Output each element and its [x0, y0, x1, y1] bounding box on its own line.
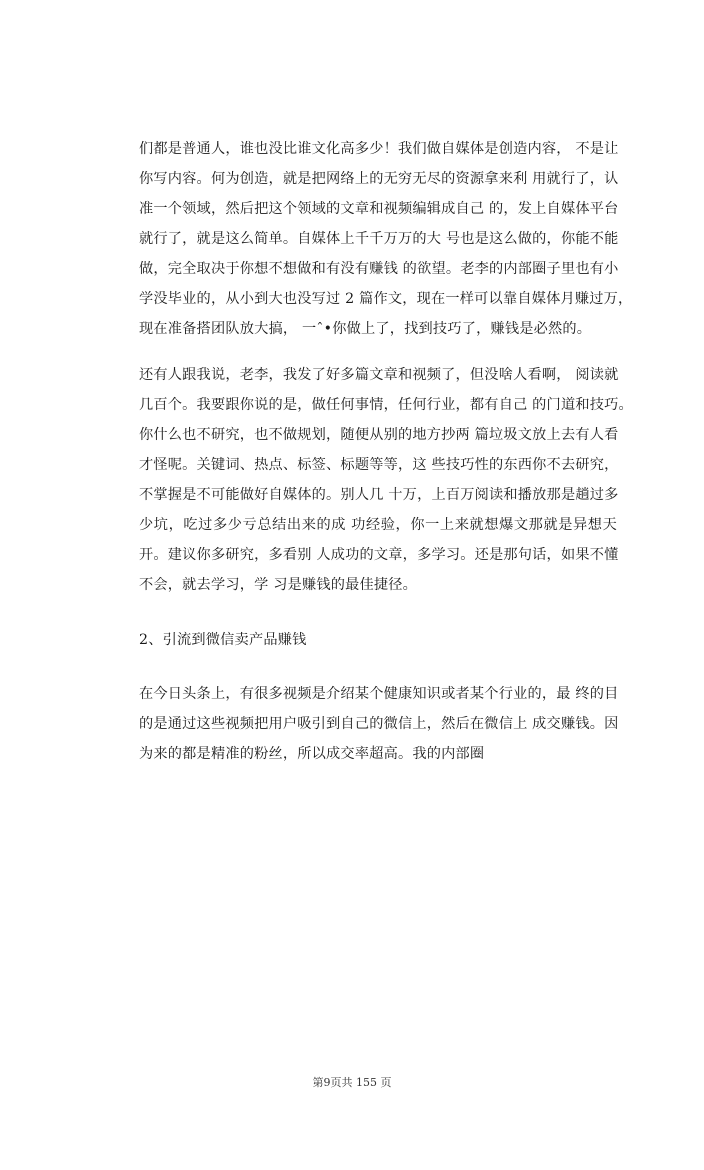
paragraph-line: 你写内容。何为创造，就是把网络上的无穷无尽的资源拿来利 用就行了，认: [139, 171, 619, 187]
section-heading: 2、引流到微信卖产品赚钱: [139, 632, 307, 648]
paragraph-line: 准一个领域，然后把这个领域的文章和视频编辑成自己 的，发上自媒体平台: [139, 201, 619, 217]
document-body: [139, 134, 633, 769]
paragraph-line: 不会，就去学习，学 习是赚钱的最佳捷径。: [139, 577, 418, 593]
paragraph-line: 几百个。我要跟你说的是，做任何事情，任何行业，都有自己 的门道和技巧。: [139, 397, 633, 413]
paragraph-line: 们都是普通人，谁也没比谁文化高多少！我们做自媒体是创造内容， 不是让: [139, 141, 619, 157]
paragraph-line: 在今日头条上，有很多视频是介绍某个健康知识或者某个行业的，最 终的目: [139, 686, 619, 702]
paragraph-1: [139, 134, 633, 344]
paragraph-line: 学没毕业的，从小到大也没写过 2 篇作文，现在一样可以靠自媒体月赚过万，: [139, 291, 633, 307]
paragraph-line: 你什么也不研究，也不做规划，随便从别的地方抄两 篇垃圾文放上去有人看: [139, 427, 619, 443]
page-number-footer: 第9页共 155 页: [312, 1076, 392, 1089]
paragraph-3: [139, 679, 617, 769]
paragraph-line: 不掌握是不可能做好自媒体的。别人几 十万，上百万阅读和播放那是趟过多: [139, 487, 619, 503]
paragraph-2: [139, 360, 633, 600]
paragraph-line: 还有人跟我说，老李，我发了好多篇文章和视频了，但没啥人看啊， 阅读就: [139, 367, 619, 383]
paragraph-line: 就行了，就是这么简单。自媒体上千千万万的大 号也是这么做的，你能不能: [139, 231, 619, 247]
paragraph-line: 才怪呢。关键词、热点、标签、标题等等，这 些技巧性的东西你不去研究，: [139, 457, 619, 473]
paragraph-line: 现在准备搭团队放大搞， 一ˆ•你做上了，找到技巧了，赚钱是必然的。: [139, 321, 592, 337]
paragraph-line: 为来的都是精准的粉丝，所以成交率超高。我的内部圈: [139, 746, 485, 762]
paragraph-line: 做，完全取决于你想不想做和有没有赚钱 的欲望。老李的内部圈子里也有小: [139, 261, 619, 277]
paragraph-line: 的是通过这些视频把用户吸引到自己的微信上，然后在微信上 成交赚钱。因: [139, 716, 619, 732]
paragraph-line: 开。建议你多研究，多看别 人成功的文章，多学习。还是那句话，如果不懂: [139, 547, 619, 563]
paragraph-line: 少坑，吃过多少亏总结出来的成 功经验，你一上来就想爆文那就是异想天: [139, 517, 617, 533]
